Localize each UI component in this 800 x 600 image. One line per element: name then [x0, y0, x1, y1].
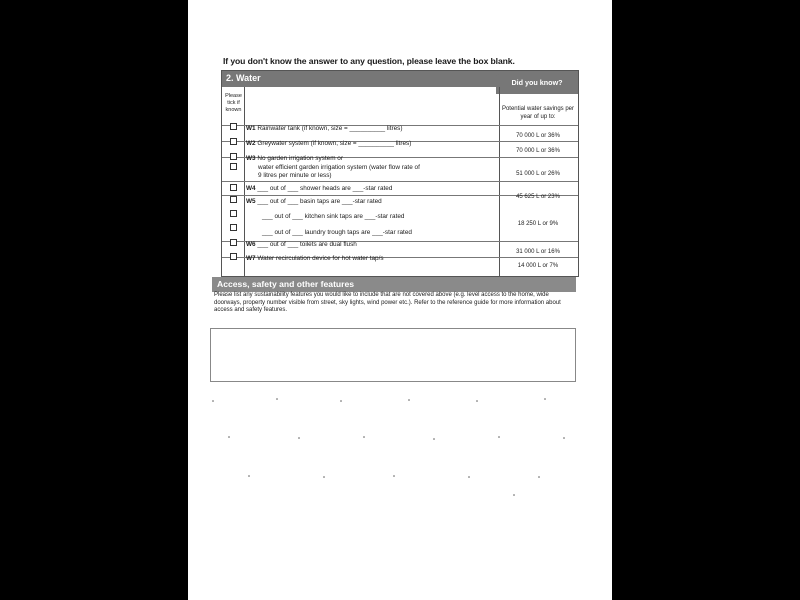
scan-dot	[408, 399, 410, 401]
w2-savings: 70 000 L or 36%	[516, 148, 560, 154]
scan-dot	[476, 400, 478, 402]
w3-checkbox-b[interactable]	[230, 163, 237, 170]
w3-savings: 51 000 L or 26%	[516, 171, 560, 177]
scan-dot	[248, 475, 250, 477]
w5-kitchen-text: ___ out of ___ kitchen sink taps are ___-star rated	[262, 213, 405, 220]
savings-header: Potential water savings per year of up to:	[501, 106, 575, 120]
scan-dot	[468, 476, 470, 478]
scan-dot	[538, 476, 540, 478]
row-divider	[222, 181, 578, 182]
w5-basin-text: W5 ___ out of ___ basin taps are ___-star rated	[246, 198, 382, 205]
scan-dot	[323, 476, 325, 478]
scan-dot	[513, 494, 515, 496]
water-section-title: 2. Water	[226, 73, 261, 83]
scan-dot	[340, 400, 342, 402]
w2-text: W2 Greywater system (if known, size = __________ litres)	[246, 140, 412, 147]
w7-text: W7 Water recirculation device for hot water tap/s	[246, 255, 384, 262]
w4-savings: 45 625 L or 23%	[516, 194, 560, 200]
instruction-text: If you don't know the answer to any question, please leave the box blank.	[223, 56, 515, 66]
w6-text: W6 ___ out of ___ toilets are dual flush	[246, 241, 357, 248]
w5-laundry-checkbox[interactable]	[230, 224, 237, 231]
water-section	[221, 70, 579, 277]
w1-text: W1 Rainwater tank (if known, size = __________ litres)	[246, 125, 403, 132]
w7-savings: 14 000 L or 7%	[517, 263, 559, 269]
w5-savings: 18 250 L or 9%	[517, 221, 559, 227]
did-you-know-tab: Did you know?	[496, 74, 578, 94]
scan-dot	[563, 437, 565, 439]
access-section-title: Access, safety and other features	[217, 279, 355, 289]
w5-kitchen-checkbox[interactable]	[230, 210, 237, 217]
please-tick-header: Please tick if known	[225, 93, 242, 113]
w3-checkbox-a[interactable]	[230, 153, 237, 160]
scanned-page	[188, 0, 612, 600]
w7-checkbox[interactable]	[230, 253, 237, 260]
scan-dot	[212, 400, 214, 402]
w2-checkbox[interactable]	[230, 138, 237, 145]
access-features-input-box[interactable]	[210, 328, 576, 382]
scan-dot	[393, 475, 395, 477]
scan-dot	[276, 398, 278, 400]
w3-text-line1: W3 No garden irrigation system or	[246, 155, 343, 162]
access-section-header	[212, 277, 576, 292]
w6-checkbox[interactable]	[230, 239, 237, 246]
w3-text-line3: 9 litres per minute or less)	[258, 172, 332, 179]
scan-dot	[228, 436, 230, 438]
scan-dot	[433, 438, 435, 440]
w5-basin-checkbox[interactable]	[230, 196, 237, 203]
w5-laundry-text: ___ out of ___ laundry trough taps are ___-star rated	[262, 229, 412, 236]
w3-text-line2: water efficient garden irrigation system (water flow rate of	[258, 164, 420, 171]
scan-dot	[498, 436, 500, 438]
w1-savings: 70 000 L or 36%	[516, 133, 560, 139]
w1-checkbox[interactable]	[230, 123, 237, 130]
scan-dot	[363, 436, 365, 438]
scan-dot	[298, 437, 300, 439]
w4-checkbox[interactable]	[230, 184, 237, 191]
w6-savings: 31 000 L or 16%	[516, 249, 560, 255]
access-instructions: Please list any sustainability features you would like to include that are not covered above (e.g. level access to the home, wide doorways, property number visible from street, sky lights, wind power etc.). Refer to the reference guide for more information about access and safety features.	[214, 292, 561, 314]
scan-dot	[544, 398, 546, 400]
w4-text: W4 ___ out of ___ shower heads are ___-star rated	[246, 185, 393, 192]
